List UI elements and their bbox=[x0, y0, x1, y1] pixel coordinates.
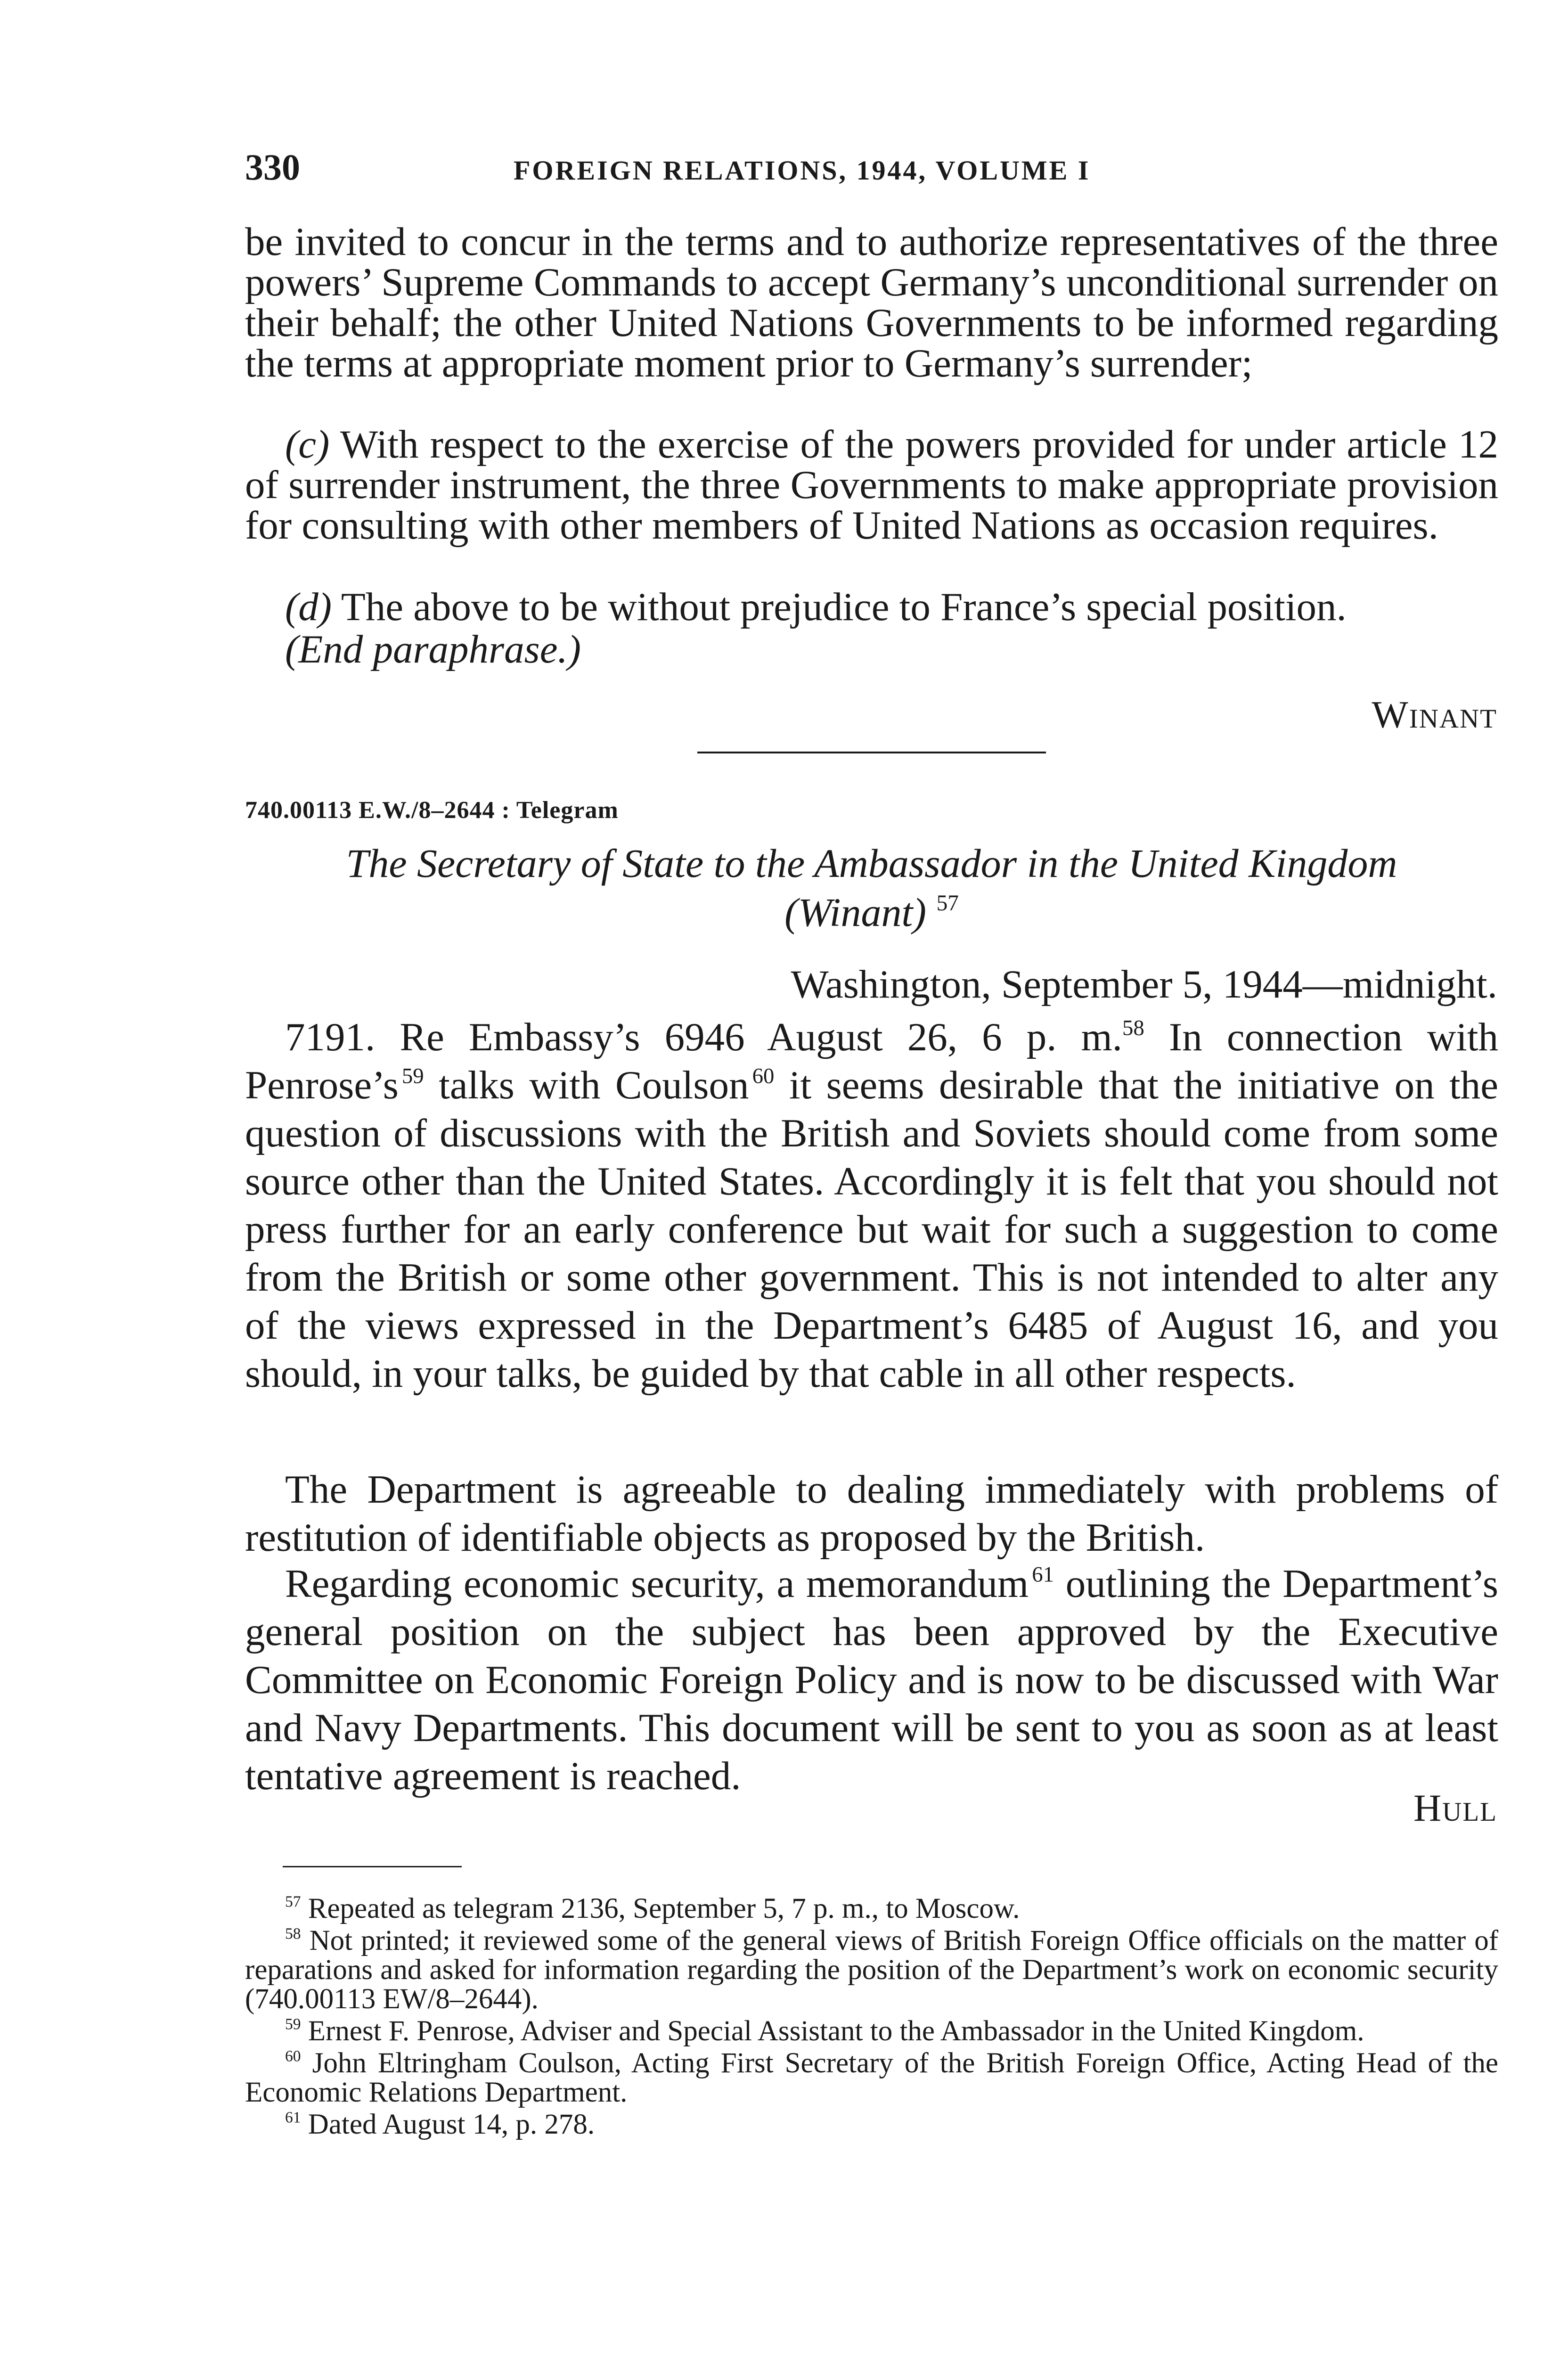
document-title-line1: The Secretary of State to the Ambassador in the United Kingdom bbox=[346, 841, 1397, 886]
continued-paragraph-text: be invited to concur in the terms and to authorize representatives of the three powers’ Supreme Commands to accept Germany’s unconditional surrender on their behalf; the other United Nations Governments to be informed regarding the terms at appropriate moment prior to Germany’s surrender; bbox=[245, 220, 1498, 385]
footnote-61-text: Dated August 14, p. 278. bbox=[308, 2109, 595, 2140]
telegram-paragraph-2 bbox=[245, 1465, 1498, 1562]
document-title bbox=[245, 839, 1498, 937]
footnote-57-text: Repeated as telegram 2136, September 5, 7 p. m., to Moscow. bbox=[308, 1893, 1020, 1924]
paragraph-c bbox=[245, 424, 1498, 546]
footnote-60-text: John Eltringham Coulson, Acting First Secretary of the British Foreign Office, Acting Head of the Economic Relations Department. bbox=[245, 2047, 1499, 2108]
footnote-58-number: 58 bbox=[285, 1925, 301, 1943]
telegram-paragraph-1-a: 7191. Re Embassy’s 6946 August 26, 6 p. m. bbox=[285, 1015, 1123, 1059]
paragraph-c-label: (c) bbox=[285, 422, 330, 466]
telegram-paragraph-1-d: it seems desirable that the initiative on the question of discussions with the British and Soviets should come from some source other than the United States. Accordingly it is felt that you should not press further for an early conference but wait for such a suggestion to come from the British or some other government. This is not intended to alter any of the views expressed in the Department’s 6485 of August 16, and you should, in your talks, be guided by that cable in all other respects. bbox=[245, 1063, 1498, 1396]
end-paraphrase bbox=[245, 629, 1498, 670]
footnote-60 bbox=[245, 2049, 1498, 2107]
page-number: 330 bbox=[245, 147, 300, 188]
continued-paragraph bbox=[245, 221, 1498, 384]
paragraph-d-label: (d) bbox=[285, 585, 332, 629]
running-header bbox=[245, 141, 1498, 193]
telegram-paragraph-3 bbox=[245, 1560, 1498, 1800]
footnote-61-number: 61 bbox=[285, 2109, 301, 2127]
document-title-line2: (Winant) bbox=[784, 890, 927, 935]
telegram-paragraph-1-b: In connection with Penrose’s bbox=[245, 1015, 1498, 1107]
telegram-paragraph-1 bbox=[245, 1013, 1498, 1398]
telegram-paragraph-2-text: The Department is agreeable to dealing immediately with problems of restitution of identifiable objects as proposed by the British. bbox=[245, 1467, 1498, 1560]
signature-winant: Winant bbox=[1372, 693, 1497, 736]
section-divider bbox=[697, 752, 1046, 753]
dateline: Washington, September 5, 1944—midnight. bbox=[791, 962, 1497, 1006]
footnote-58-text: Not printed; it reviewed some of the general views of British Foreign Office officials on the matter of reparations and asked for information regarding the position of the Department’s work on economic security (740.00113 EW/8–2644). bbox=[245, 1925, 1499, 2015]
footnotes bbox=[245, 1894, 1498, 2142]
running-title: FOREIGN RELATIONS, 1944, VOLUME I bbox=[514, 155, 1091, 186]
paragraph-d-text: The above to be without prejudice to France’s special position. bbox=[341, 585, 1347, 629]
footnote-ref-59: 59 bbox=[401, 1063, 424, 1088]
footnote-divider bbox=[283, 1866, 462, 1867]
footnote-58 bbox=[245, 1926, 1498, 2014]
file-reference: 740.00113 E.W./8–2644 : Telegram bbox=[245, 797, 619, 824]
footnote-59-text: Ernest F. Penrose, Adviser and Special Assistant to the Ambassador in the United Kingdom. bbox=[308, 2015, 1364, 2047]
footnote-59-number: 59 bbox=[285, 2015, 301, 2033]
telegram-paragraph-1-c: talks with Coulson bbox=[424, 1063, 749, 1107]
footnote-ref-60: 60 bbox=[752, 1063, 775, 1088]
signature-hull: Hull bbox=[1413, 1786, 1497, 1829]
paragraph-d bbox=[245, 587, 1498, 627]
footnote-60-number: 60 bbox=[285, 2047, 301, 2065]
telegram-paragraph-3-a: Regarding economic security, a memorandum bbox=[285, 1562, 1029, 1606]
footnote-57 bbox=[245, 1894, 1498, 1923]
footnote-57-number: 57 bbox=[285, 1893, 301, 1911]
footnote-61 bbox=[245, 2110, 1498, 2139]
end-paraphrase-text: (End paraphrase.) bbox=[285, 627, 581, 671]
paragraph-c-text: With respect to the exercise of the powers provided for under article 12 of surrender instrument, the three Governments to make appropriate provision for consulting with other members of United Nations as occasion requires. bbox=[245, 422, 1499, 548]
telegram-paragraph-3-b: outlining the Department’s general position on the subject has been approved by the Executive Committee on Economic Foreign Policy and is now to be discussed with War and Navy Departments. This document will be sent to you as soon as at least tentative agreement is reached. bbox=[245, 1562, 1499, 1798]
footnote-ref-61: 61 bbox=[1032, 1562, 1054, 1587]
footnote-ref-58: 58 bbox=[1122, 1015, 1144, 1040]
footnote-59 bbox=[245, 2017, 1498, 2046]
footnote-ref-57: 57 bbox=[936, 891, 959, 916]
